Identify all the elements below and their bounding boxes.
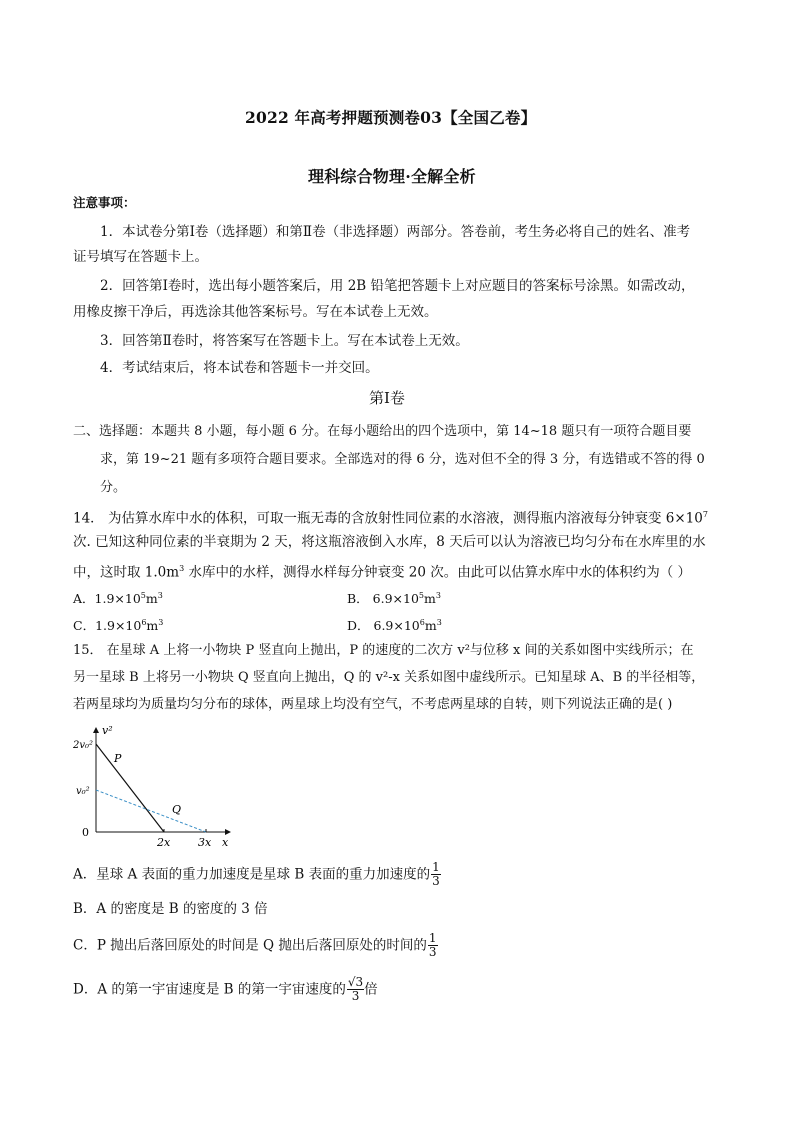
q14-line-3-exp: 3 — [179, 564, 185, 573]
q14-line-1 — [73, 505, 708, 529]
q14-option-b-exp: 5 — [418, 591, 425, 600]
q15-option-d-numerator: √3 — [347, 975, 364, 989]
section-instructions-1: 二、选择题：本题共 8 小题，每小题 6 分。在每小题给出的四个选项中，第 14~18 题只有一项符合题目要 — [73, 424, 692, 439]
graph-line-p — [96, 744, 164, 832]
q14-option-a-unit: m — [145, 591, 158, 607]
section-title: 第Ⅰ卷 — [369, 389, 405, 407]
q14-line-1-text: 14． 为估算水库中水的体积，可取一瓶无毒的含放射性同位素的水溶液，测得瓶内溶液每分钟衰变 6×10 — [73, 510, 703, 527]
q15-option-a-text: A．星球 A 表面的重力加速度是星球 B 表面的重力加速度的 — [73, 866, 431, 883]
graph-y-tick-mid: v₀² — [76, 786, 90, 797]
section-instructions-3: 分。 — [100, 480, 127, 495]
q14-option-c — [73, 613, 163, 636]
q15-option-d-denominator: 3 — [351, 989, 360, 1003]
graph-x-axis-label: x — [222, 836, 229, 849]
notice-item-2-cont: 用橡皮擦干净后，再选涂其他答案标号。写在本试卷上无效。 — [73, 304, 438, 320]
q15-option-c — [73, 932, 438, 959]
q14-line-1-exp: 7 — [702, 510, 708, 519]
q15-option-a — [73, 861, 441, 888]
q14-option-b-label: B． 6.9×10 — [347, 591, 419, 607]
graph-line-q — [96, 790, 206, 832]
q15-line-2: 另一星球 B 上将另一小物块 Q 竖直向上抛出，Q 的 v²-x 关系如图中虚线所示。已知星球 A、B 的半径相等， — [73, 670, 705, 685]
q14-option-c-unit: m — [146, 618, 159, 634]
q14-option-c-label: C．1.9×10 — [73, 618, 142, 634]
q14-option-a-exp: 5 — [140, 591, 146, 600]
q15-option-d-text: D．A 的第一宇宙速度是 B 的第一宇宙速度的 — [73, 981, 346, 998]
q14-option-d — [347, 613, 442, 636]
q14-option-d-unit: m — [424, 618, 437, 634]
q14-option-a — [73, 586, 163, 609]
q14-option-a-label: A．1.9×10 — [73, 591, 141, 607]
q14-option-c-unit-exp: 3 — [158, 618, 164, 627]
q15-option-c-text: C．P 抛出后落回原处的时间是 Q 抛出后落回原处的时间的 — [73, 937, 427, 954]
graph-y-tick-top: 2v₀² — [73, 740, 94, 751]
graph-x-tick-2x: 2x — [157, 836, 171, 849]
q14-option-c-exp: 6 — [141, 618, 147, 627]
graph-label-p: P — [114, 752, 122, 765]
graph-origin-label: 0 — [82, 826, 89, 839]
q14-line-2: 次. 已知这种同位素的半衰期为 2 天，将这瓶溶液倒入水库，8 天后可以认为溶液已均匀分布在水库里的水 — [73, 534, 706, 550]
q15-option-c-denominator: 3 — [428, 945, 437, 959]
graph-x-tick-3x: 3x — [198, 836, 212, 849]
q14-line-3 — [73, 559, 691, 583]
graph-y-axis-label: v² — [102, 724, 113, 737]
page-title: 2022 年高考押题预测卷03【全国乙卷】 — [245, 108, 537, 127]
q14-option-b-unit: m — [424, 591, 436, 607]
q15-option-b: B．A 的密度是 B 的密度的 3 倍 — [73, 901, 268, 917]
q15-option-c-fraction — [428, 932, 438, 959]
q15-graph — [72, 722, 242, 852]
q14-line-3-text-b: 水库中的水样，测得水样每分钟衰变 20 次。由此可以估算水库中水的体积约为（ ） — [184, 564, 691, 581]
notice-item-3: 3．回答第Ⅱ卷时，将答案写在答题卡上。写在本试卷上无效。 — [100, 333, 469, 349]
q15-option-d — [73, 976, 378, 1003]
q14-option-a-unit-exp: 3 — [157, 591, 163, 600]
q15-option-a-denominator: 3 — [432, 874, 440, 888]
notice-item-1-cont: 证号填写在答题卡上。 — [73, 249, 208, 265]
notice-item-4: 4．考试结束后，将本试卷和答题卡一并交回。 — [100, 360, 379, 376]
section-instructions-2: 求，第 19~21 题有多项符合题目要求。全部选对的得 6 分，选对但不全的得 3 分，有选错或不答的得 0 — [100, 452, 705, 467]
page-subtitle: 理科综合物理·全解全析 — [308, 167, 476, 186]
notice-item-1: 1．本试卷分第Ⅰ卷（选择题）和第Ⅱ卷（非选择题）两部分。答卷前，考生务必将自己的姓名、准考 — [100, 224, 691, 240]
q15-option-d-suffix: 倍 — [364, 981, 378, 998]
graph-label-q: Q — [172, 803, 182, 816]
q15-option-a-numerator: 1 — [432, 860, 440, 874]
q14-option-b — [347, 586, 441, 609]
notice-item-2: 2．回答第Ⅰ卷时，选出每小题答案后，用 2B 铅笔把答题卡上对应题目的答案标号涂黑。如需改动， — [100, 278, 695, 294]
q15-line-3: 若两星球均为质量均匀分布的球体，两星球上均没有空气，不考虑两星球的自转，则下列说法正确的是( ) — [73, 697, 673, 712]
q15-option-c-numerator: 1 — [428, 931, 437, 945]
q14-line-3-text-a: 中，这时取 1.0m — [73, 564, 180, 581]
notice-heading: 注意事项： — [73, 195, 136, 210]
q14-option-b-unit-exp: 3 — [435, 591, 441, 600]
q15-option-d-fraction — [347, 976, 364, 1003]
q14-option-d-label: D． 6.9×10 — [347, 618, 420, 634]
q15-line-1: 15． 在星球 A 上将一小物块 P 竖直向上抛出，P 的速度的二次方 v²与位移 x 间的关系如图中实线所示；在 — [73, 643, 694, 658]
q14-option-d-unit-exp: 3 — [436, 618, 442, 627]
q14-option-d-exp: 6 — [419, 618, 425, 627]
q15-option-a-fraction — [431, 861, 441, 888]
